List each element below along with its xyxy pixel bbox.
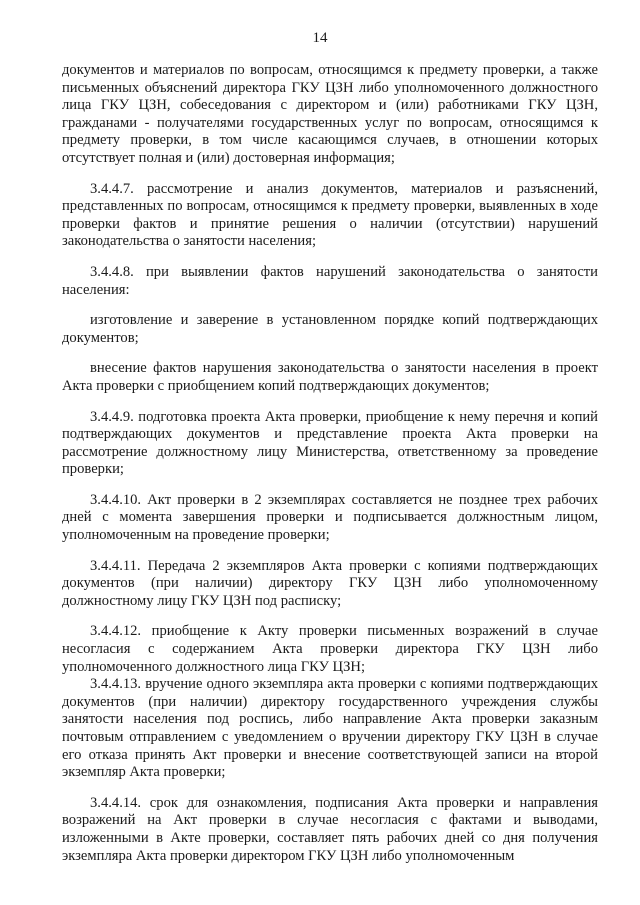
paragraph-violations-entry: внесение фактов нарушения законодательства о занятости населения в проект Акта проверки с приобщением копий подтверждающих документов; [62,360,598,394]
paragraph-3-4-4-7: 3.4.4.7. рассмотрение и анализ документов, материалов и разъяснений, представленных по вопросам, относящимся к предмету проверки, выявленных в ходе проверки фактов и принятие решения о наличии (отсутствии) нарушений законодательства о занятости населения; [62,180,598,250]
paragraph-3-4-4-14: 3.4.4.14. срок для ознакомления, подписания Акта проверки и направления возражений на Акт проверки в случае несогласия с фактами и выводами, изложенными в Акте проверки, составляет пять рабочих дней со дня получения экземпляра Акта проверки директором ГКУ ЦЗН либо уполномоченным [62,794,598,864]
paragraph-3-4-4-12: 3.4.4.12. приобщение к Акту проверки письменных возражений в случае несогласия с содержанием Акта проверки директора ГКУ ЦЗН либо уполномоченного должностного лица ГКУ ЦЗН; [62,623,598,675]
paragraph-3-4-4-9: 3.4.4.9. подготовка проекта Акта проверки, приобщение к нему перечня и копий подтверждающих документов и представление проекта Акта проверки на рассмотрение должностному лицу Министерства, ответственному за проведение проверки; [62,408,598,478]
paragraph-continuation: документов и материалов по вопросам, относящимся к предмету проверки, а также письменных объяснений директора ГКУ ЦЗН либо уполномоченного должностного лица ГКУ ЦЗН, собеседования с директором и (или) работниками ГКУ ЦЗН, гражданами - получателями государственных услуг по вопросам, относящимся к предмету проверки, в том числе касающимся случаев, в отношении которых отсутствует полная и (или) достоверная информация; [62,62,598,166]
paragraph-3-4-4-13: 3.4.4.13. вручение одного экземпляра акта проверки с копиями подтверждающих документов (при наличии) директору государственного учреждения службы занятости населения под роспись, либо направление Акта проверки заказным почтовым отправлением с уведомлением о вручении директору ГКУ ЦЗН в случае его отказа принять Акт проверки и внесение соответствующей записи на второй экземпляр Акта проверки; [62,676,598,781]
paragraph-3-4-4-11: 3.4.4.11. Передача 2 экземпляров Акта проверки с копиями подтверждающих документов (при наличии) директору ГКУ ЦЗН либо уполномоченному должностному лицу ГКУ ЦЗН под расписку; [62,557,598,609]
paragraph-3-4-4-10: 3.4.4.10. Акт проверки в 2 экземплярах составляется не позднее трех рабочих дней с момента завершения проверки и подписывается должностным лицом, уполномоченным на проведение проверки; [62,491,598,544]
page-body [62,62,598,878]
page-number: 14 [312,30,328,46]
paragraph-3-4-4-8: 3.4.4.8. при выявлении фактов нарушений законодательства о занятости населения: [62,263,598,298]
paragraph-copies: изготовление и заверение в установленном порядке копий подтверждающих документов; [62,312,598,346]
